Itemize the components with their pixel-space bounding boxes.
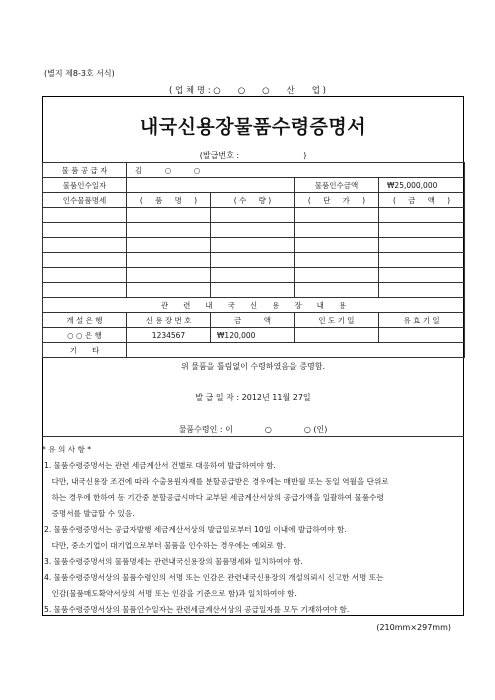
lc-col-expiry-date: 유 효 기 일 [379,313,465,328]
receipt-date-label: 물품인수일자 [43,178,127,193]
col-header-quantity: ( 수 량 ) [211,193,295,208]
form-number: (별지 제8-3호 서식) [44,69,115,78]
note-line: 3. 물품수령증명서의 물품명세는 관련내국신용장의 물품명세와 일치하여야 함. [44,557,303,566]
issue-date: 발 급 일 자 : 2012년 11월 27일 [195,393,311,402]
col-header-unit-price: ( 단 가 ) [295,193,379,208]
lc-col-amount: 금 액 [211,313,295,328]
lc-delivery-value [295,328,379,343]
supplier-label: 물 품 공 급 자 [43,163,127,178]
note-line: 1. 물품수령증명서는 관련 세금계산서 건별로 대응하여 발급하여야 함. [44,461,276,470]
note-line: 하는 경우에 한하여 동 기간중 분할공급시마다 교부된 세금계산서상의 공급가액을 일괄하여 물품수령 [44,493,384,502]
detail-row [43,283,465,298]
notes-section [44,442,460,618]
receiver-line: 물품수령인 : 이 ○ ○ (인) [178,425,328,434]
divider [42,436,464,437]
note-line: 다만, 중소기업이 대기업으로부터 물품을 인수하는 경우에는 예외로 함. [44,541,287,550]
note-line: 증명서를 발급할 수 있음. [44,509,135,518]
lc-amount-value: ₩120,000 [211,328,295,343]
paper-size: (210mm×297mm) [376,623,451,632]
issue-number: (발급번호 : ) [199,151,307,160]
receipt-date-value [127,178,295,193]
notes-title: * 유 의 사 항 * [42,445,92,454]
lc-bank-value: ○ ○ 은 행 [43,328,127,343]
company-name-line: ( 업 체 명 : ○ ○ ○ 산 업 ) [168,86,326,96]
detail-row [43,238,465,253]
lc-col-bank: 개 설 은 행 [43,313,127,328]
confirm-text: 위 물품을 틀림없이 수령하였음을 증명함. [180,362,326,371]
amount-value: ₩25,000,000 [379,178,465,193]
form-table [42,162,465,358]
document-title: 내국신용장물품수령증명서 [139,116,367,138]
note-line: 인감(물품매도확약서상의 서명 또는 인감을 기준으로 함)과 일치하여야 함. [44,589,297,598]
etc-label: 기 타 [43,343,127,358]
detail-label: 인수물품명세 [43,193,127,208]
lc-col-delivery-date: 인 도 기 일 [295,313,379,328]
note-line: 2. 물품수령증명서는 공급자발행 세금계산서상의 발급일로부터 10일 이내에 발급하여야 함. [44,525,347,534]
detail-row [43,208,465,223]
detail-row [43,223,465,238]
supplier-value: 김 ○ ○ [127,163,465,178]
lc-header: 관 련 내 국 신 용 장 내 용 [43,298,465,313]
note-line: 다만, 내국신용장 조건에 따라 수출용원자재를 분할공급받은 경우에는 매반월 또는 동일 역월을 단위로 [44,477,389,486]
note-line: 5. 물품수령증명서상의 물품인수일자는 관련세금계산서상의 공급일자를 모두 기재하여야 함. [44,605,350,614]
detail-row [43,268,465,283]
col-header-item: ( 품 명 ) [127,193,211,208]
col-header-amount: ( 금 액 ) [379,193,465,208]
lc-expiry-value [379,328,465,343]
detail-row [43,253,465,268]
note-line: 4. 물품수령증명서상의 물품수령인의 서명 또는 인감은 관련내국신용장의 개설의뢰시 신고한 서명 또는 [44,573,384,582]
lc-col-number: 신 용 장 번 호 [127,313,211,328]
etc-value [127,343,465,358]
amount-label: 물품인수금액 [295,178,379,193]
lc-number-value: 1234567 [127,328,211,343]
